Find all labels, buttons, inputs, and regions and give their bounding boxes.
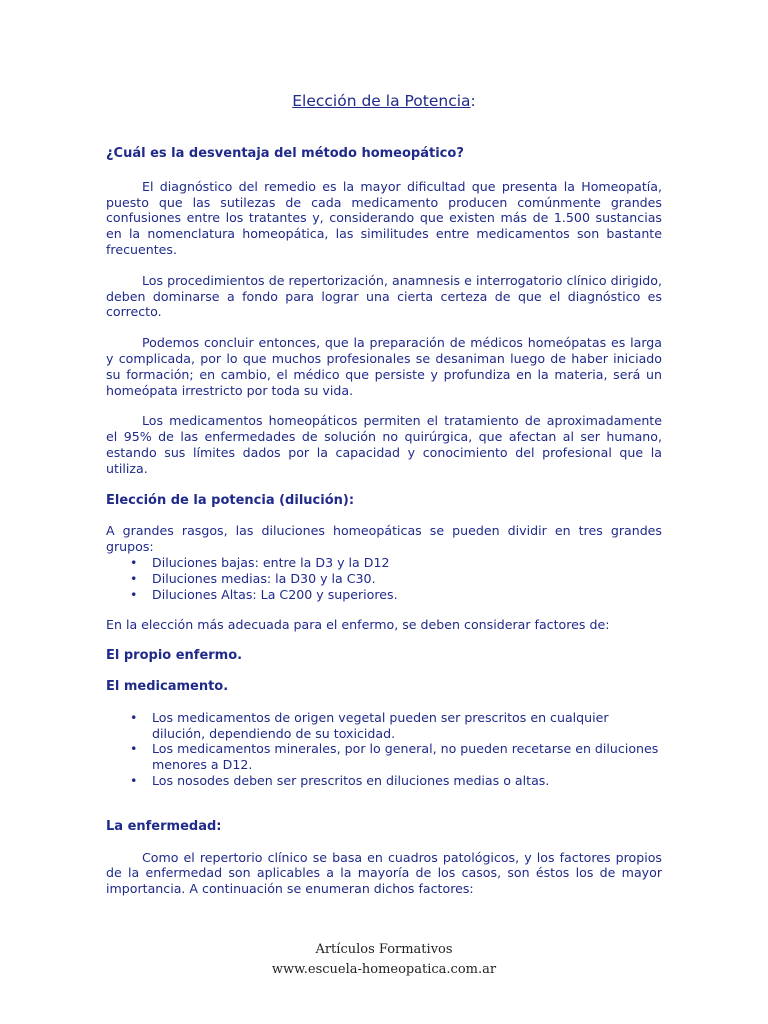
section-heading-medication: El medicamento. <box>106 678 229 694</box>
section-heading-disease: La enfermedad: <box>106 818 222 834</box>
list-item <box>130 772 662 789</box>
paragraph-6: En la elección más adecuada para el enfermo, se deben considerar factores de: <box>106 617 610 633</box>
bullet-icon: • <box>130 554 138 570</box>
list-item-text: Diluciones Altas: La C200 y superiores. <box>152 586 398 602</box>
footer-website: www.escuela-homeopatica.com.ar <box>271 962 497 977</box>
list-item <box>130 741 662 773</box>
list-item <box>130 586 662 603</box>
paragraph-5: A grandes rasgos, las diluciones homeopáticas se pueden dividir en tres grandes grupos: <box>106 523 662 555</box>
dilution-list <box>106 555 662 602</box>
document-body <box>106 146 662 897</box>
title-colon: : <box>470 92 476 110</box>
bullet-icon: • <box>130 570 138 586</box>
list-item-text: Diluciones medias: la D30 y la C30. <box>152 570 376 586</box>
paragraph-3: Podemos concluir entonces, que la preparación de médicos homeópatas es larga y complicada, por lo que muchos profesionales se desaniman luego de haber iniciado su formación; en cambio, el médico que persiste y profundiza en la materia, será un homeópata irrestricto por toda su vida. <box>106 335 662 398</box>
list-item <box>130 570 662 587</box>
section-heading-patient: El propio enfermo. <box>106 648 243 664</box>
list-item-text: Los nosodes deben ser prescritos en diluciones medias o altas. <box>152 772 550 788</box>
bullet-icon: • <box>130 741 138 757</box>
list-item-text: Los medicamentos de origen vegetal pueden ser prescritos en cualquier dilución, dependiendo de su toxicidad. <box>152 709 609 741</box>
footer-line-1: Artículos Formativos <box>315 942 453 957</box>
list-item-text: Los medicamentos minerales, por lo general, no pueden recetarse en diluciones menores a D12. <box>152 741 659 773</box>
bullet-icon: • <box>130 772 138 788</box>
paragraph-4: Los medicamentos homeopáticos permiten el tratamiento de aproximadamente el 95% de las enfermedades de solución no quirúrgica, que afectan al ser humano, estando sus límites dados por la capacidad y conocimiento del profesional que la utiliza. <box>106 413 662 476</box>
list-item <box>130 554 662 571</box>
section-heading-dilution: Elección de la potencia (dilución): <box>106 492 355 508</box>
paragraph-7: Como el repertorio clínico se basa en cuadros patológicos, y los factores propios de la enfermedad son aplicables a la mayoría de los casos, son éstos los de mayor importancia. A continuación se enumeran dichos factores: <box>106 849 662 897</box>
list-item <box>130 709 662 742</box>
bullet-icon: • <box>130 709 138 725</box>
paragraph-1: El diagnóstico del remedio es la mayor dificultad que presenta la Homeopatía, puesto que las sutilezas de cada medicamento producen comúnmente grandes confusiones entre los tratantes y, considerando que existen más de 1.500 sustancias en la nomenclatura homeopática, las similitudes entre medicamentos son bastante frecuentes. <box>106 178 662 257</box>
title-text: Elección de la Potencia <box>292 92 471 110</box>
medication-list <box>106 710 662 789</box>
page-title <box>0 92 768 110</box>
question-heading: ¿Cuál es la desventaja del método homeopático? <box>106 146 464 161</box>
paragraph-2: Los procedimientos de repertorización, anamnesis e interrogatorio clínico dirigido, deben dominarse a fondo para lograr una cierta certeza de que el diagnóstico es correcto. <box>106 272 662 320</box>
bullet-icon: • <box>130 586 138 602</box>
list-item-text: Diluciones bajas: entre la D3 y la D12 <box>152 554 390 570</box>
